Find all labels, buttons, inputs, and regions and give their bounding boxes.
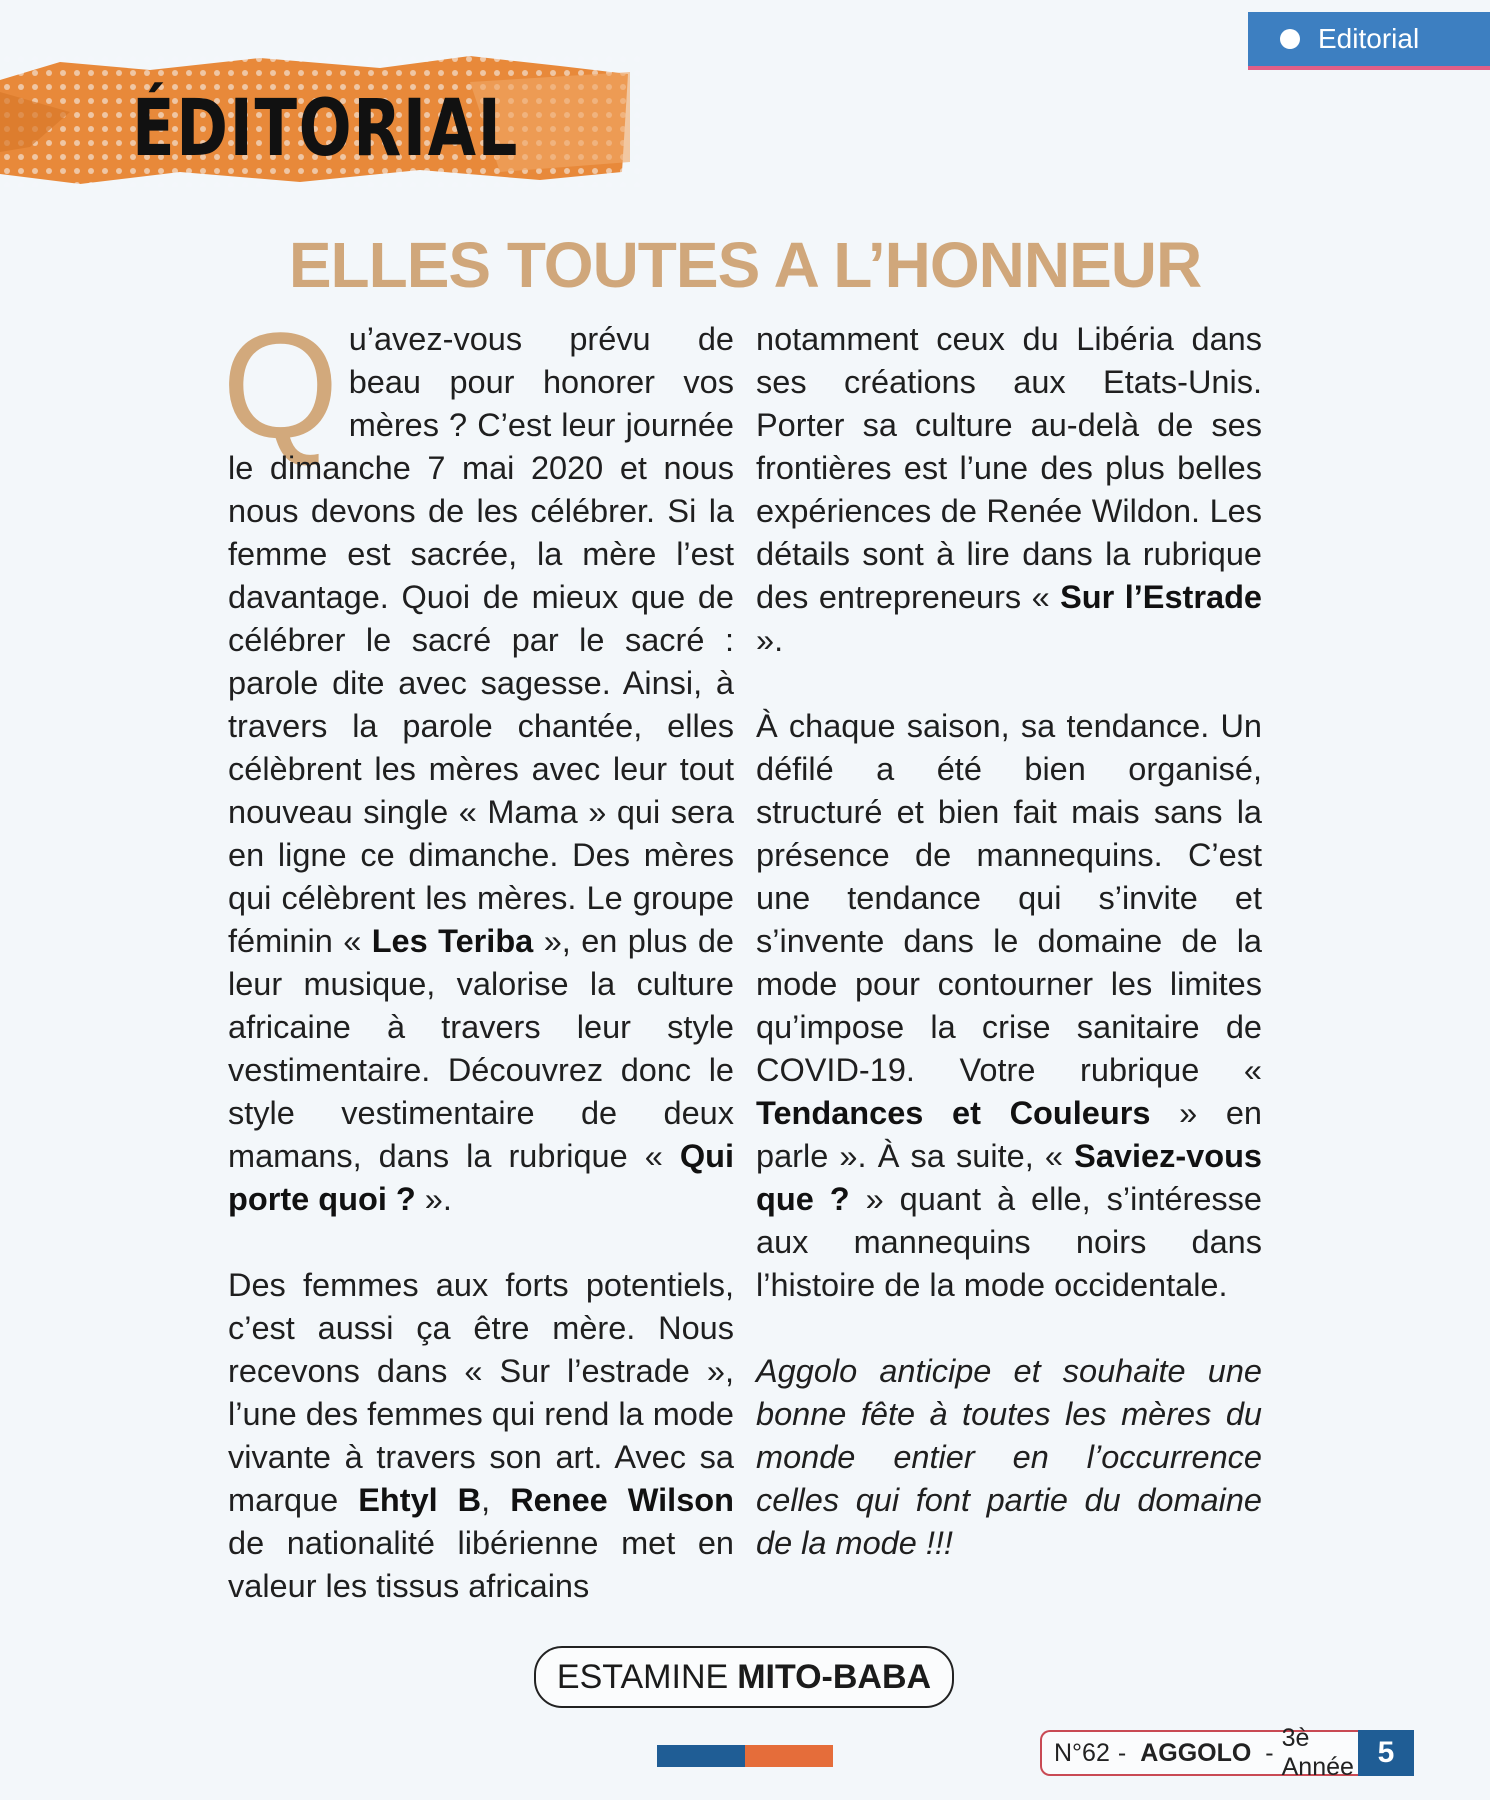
text-run: Des femmes aux forts potentiels, c’est aussi ça être mère. Nous recevons dans « Sur l’estrade », l’une des femmes qui rend la mode vivante à travers son art. Avec sa marque bbox=[228, 1267, 734, 1518]
text-run: ». bbox=[756, 622, 784, 658]
text-run: u’avez-vous prévu de beau pour honorer vos mères ? C’est leur journée le dimanche 7 mai 2020 et nous nous devons de les célébrer. Si la femme est sacrée, la mère l’est davantage. Quoi de mieux que de célébrer le sacré par le sacré : parole dite avec sagesse. Ainsi, à travers la parole chantée, elles célèbrent les mères avec leur tout nouveau single « Mama » qui sera en ligne ce dimanche. Des mères qui célèbrent les mères. Le groupe féminin « bbox=[228, 321, 734, 959]
paragraph bbox=[756, 705, 1262, 1307]
text-run: » quant à elle, s’intéresse aux mannequins noirs dans l’histoire de la mode occidentale. bbox=[756, 1181, 1262, 1303]
right-column bbox=[756, 318, 1262, 1565]
text-run: de nationalité libérienne met en valeur les tissus africains bbox=[228, 1525, 734, 1604]
bold-text: Les Teriba bbox=[371, 923, 534, 959]
editorial-banner bbox=[0, 52, 640, 187]
bold-text: Tendances et Couleurs bbox=[756, 1095, 1151, 1131]
banner-title: ÉDITORIAL bbox=[132, 84, 519, 174]
paragraph bbox=[756, 318, 1262, 662]
paragraph bbox=[222, 301, 734, 1221]
issue-number: N°62 bbox=[1054, 1738, 1110, 1767]
bold-text: Qui porte quoi ? bbox=[228, 1138, 734, 1217]
bold-text: Renee Wilson bbox=[510, 1482, 734, 1518]
footer-orange-bar bbox=[745, 1745, 833, 1767]
issue-year: 3è Année bbox=[1281, 1724, 1354, 1781]
footer-blue-bar bbox=[657, 1745, 745, 1767]
section-tab bbox=[1248, 12, 1490, 70]
paragraph bbox=[228, 1264, 734, 1608]
left-column bbox=[222, 301, 734, 1608]
magazine-name: AGGOLO bbox=[1140, 1738, 1252, 1767]
bullet-icon bbox=[1280, 29, 1300, 49]
article-headline: ELLES TOUTES A L’HONNEUR bbox=[288, 229, 1202, 301]
bold-text: Saviez-vous que ? bbox=[756, 1138, 1262, 1217]
bold-text: Sur l’Estrade bbox=[1060, 579, 1262, 615]
text-run: , bbox=[481, 1482, 511, 1518]
author-first-name: ESTAMINE bbox=[556, 1657, 729, 1696]
separator: - bbox=[1265, 1738, 1274, 1767]
separator: - bbox=[1117, 1738, 1127, 1767]
bold-text: Ehtyl B bbox=[358, 1482, 482, 1518]
author-last-name: MITO-BABA bbox=[737, 1657, 932, 1696]
author-signature bbox=[534, 1646, 954, 1708]
text-run: À chaque saison, sa tendance. Un défilé a été bien organisé, structuré et bien fait mais sans la présence de mannequins. C’est une tendance qui s’invite et s’invente dans le domaine de la mode pour contourner les limites qu’impose la crise sanitaire de COVID-19. Votre rubrique « bbox=[756, 708, 1262, 1088]
text-run: ». bbox=[415, 1181, 452, 1217]
section-tab-label: Editorial bbox=[1318, 23, 1420, 54]
page-number: 5 bbox=[1358, 1730, 1414, 1776]
text-run: », en plus de leur musique, valorise la culture africaine à travers leur style vestimentaire. Découvrez donc le style vestimentaire de deux mamans, dans la rubrique « bbox=[228, 923, 734, 1174]
issue-info bbox=[1040, 1724, 1358, 1781]
text-run: notamment ceux du Libéria dans ses créations aux Etats-Unis. Porter sa culture au-delà de ses frontières est l’une des plus belles expériences de Renée Wildon. Les détails sont à lire dans la rubrique des entrepreneurs « bbox=[756, 321, 1262, 615]
drop-cap: Q bbox=[222, 301, 339, 469]
closing-paragraph: Aggolo anticipe et souhaite une bonne fête à toutes les mères du monde entier en l’occurrence celles qui font partie du domaine de la mode !!! bbox=[756, 1353, 1262, 1561]
text-run: » en parle ». À sa suite, « bbox=[756, 1095, 1262, 1174]
